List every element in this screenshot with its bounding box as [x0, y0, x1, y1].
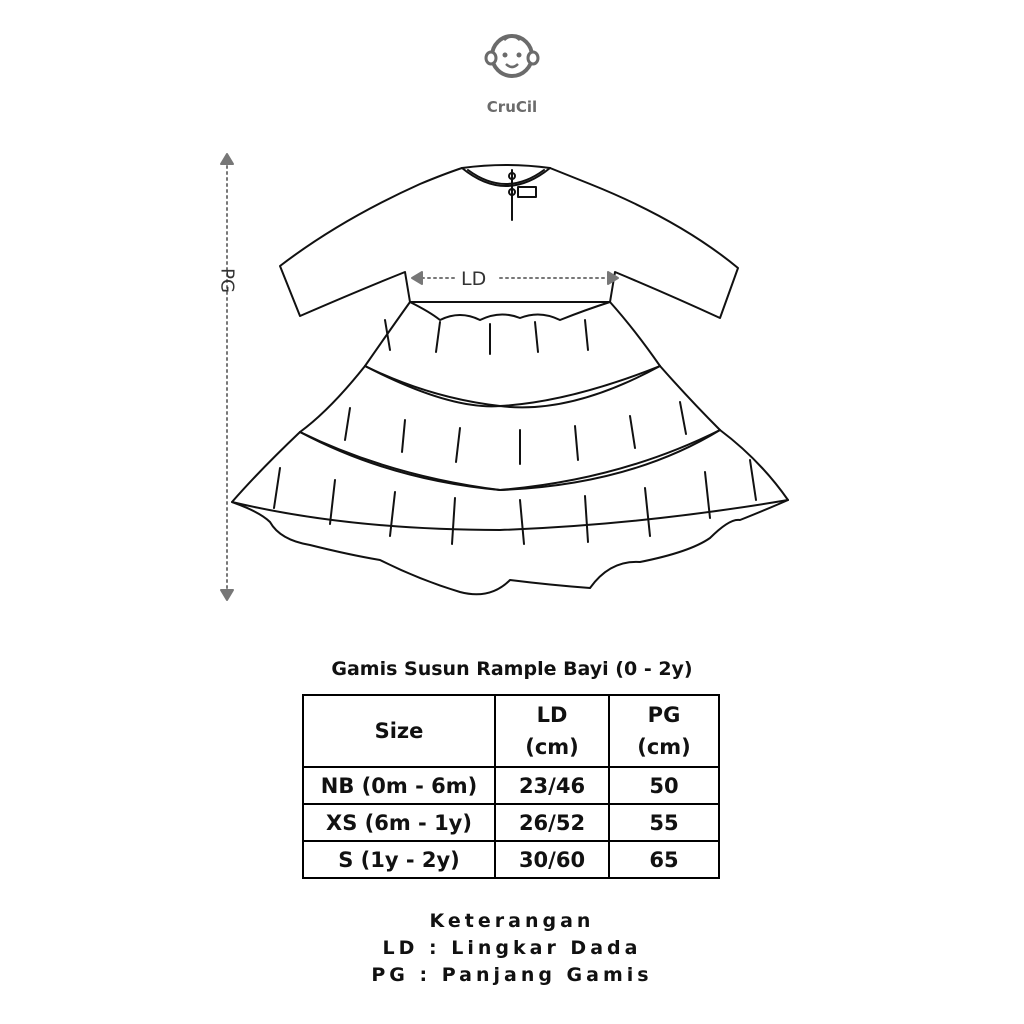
cell-size: NB (0m - 6m): [303, 767, 495, 804]
cell-pg: 55: [609, 804, 719, 841]
cell-pg: 50: [609, 767, 719, 804]
dress-illustration: [190, 140, 810, 620]
header-size: Size: [303, 695, 495, 767]
cell-size: XS (6m - 1y): [303, 804, 495, 841]
brand-logo: [462, 26, 562, 116]
cell-pg: 65: [609, 841, 719, 878]
header-pg-unit: (cm): [637, 735, 691, 759]
table-row: [303, 804, 719, 841]
cell-ld: 23/46: [495, 767, 609, 804]
cell-ld: 26/52: [495, 804, 609, 841]
header-ld-label: LD: [536, 703, 568, 727]
header-pg-label: PG: [647, 703, 681, 727]
legend-pg: PG : Panjang Gamis: [371, 964, 653, 986]
header-pg: [609, 695, 719, 767]
pg-dimension-label: PG: [216, 268, 238, 293]
legend-heading: Keterangan: [429, 910, 595, 932]
cell-size: S (1y - 2y): [303, 841, 495, 878]
baby-face-icon: [482, 26, 542, 86]
brand-name: CruCil: [486, 98, 538, 116]
header-ld-unit: (cm): [525, 735, 579, 759]
table-row: [303, 841, 719, 878]
table-title: Gamis Susun Rample Bayi (0 - 2y): [331, 658, 693, 680]
cell-ld: 30/60: [495, 841, 609, 878]
legend: [312, 908, 712, 989]
table-header-row: [303, 695, 719, 767]
header-ld: [495, 695, 609, 767]
table-row: [303, 767, 719, 804]
ld-dimension-label: LD: [461, 268, 487, 290]
size-chart-table: [302, 694, 720, 879]
legend-ld: LD : Lingkar Dada: [382, 937, 642, 959]
